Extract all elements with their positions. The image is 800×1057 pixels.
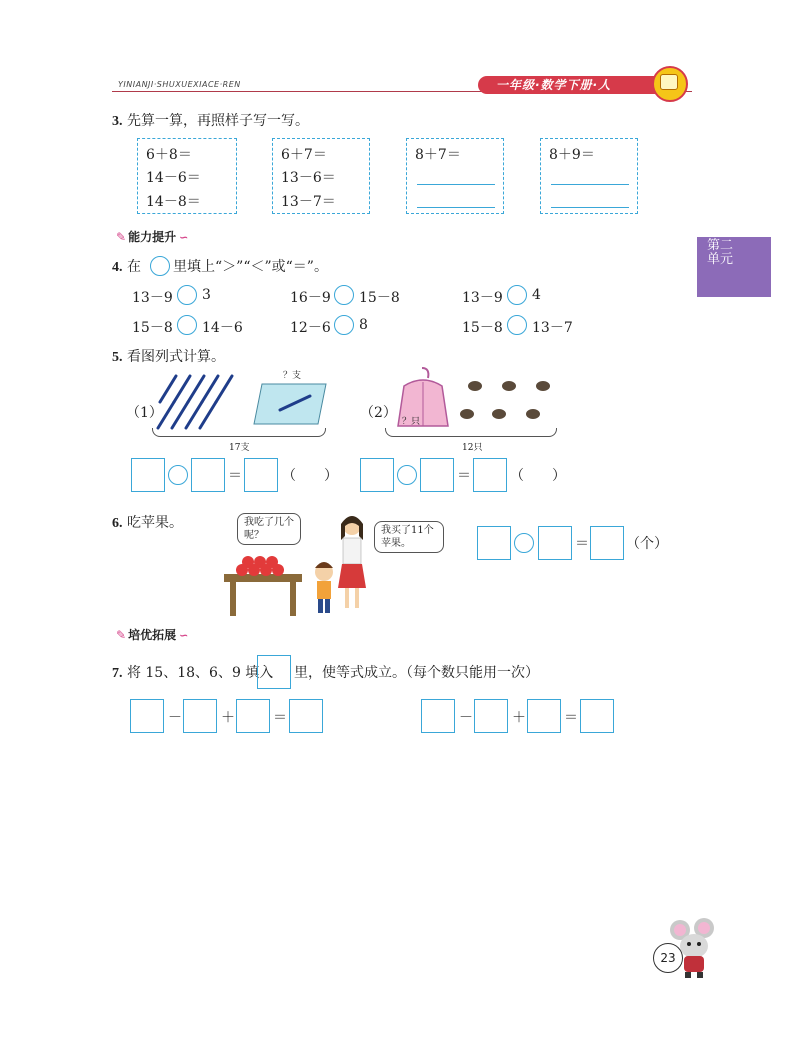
answer-box[interactable] — [183, 699, 217, 733]
compare-left: 16－9 — [290, 290, 331, 306]
unit-label: （个） — [626, 536, 668, 552]
q3-line: 14－8＝ — [146, 194, 201, 210]
unit-tab-char: 单 — [707, 252, 721, 267]
answer-box[interactable] — [244, 458, 278, 492]
q5-part1-total: 17支 — [229, 443, 250, 453]
q3-line: 14－6＝ — [146, 170, 201, 186]
q7-text-after: 里，使等式成立。（每个数只能用一次） — [294, 665, 539, 681]
answer-box[interactable] — [580, 699, 614, 733]
pencil-icon: ✎ — [116, 230, 127, 244]
answer-circle-sample — [150, 256, 170, 276]
pencil-icon: ✎ — [116, 628, 127, 642]
answer-box[interactable] — [421, 699, 455, 733]
answer-circle[interactable] — [334, 315, 354, 335]
answer-circle[interactable] — [334, 285, 354, 305]
q3-box-4 — [540, 138, 638, 214]
answer-circle[interactable] — [168, 465, 188, 485]
compare-right: 13－7 — [532, 320, 573, 336]
minus-sign: － — [168, 710, 182, 726]
answer-box[interactable] — [191, 458, 225, 492]
q6-text: 吃苹果。 — [126, 515, 183, 531]
q6-number: 6. — [112, 516, 123, 531]
q3-line: 13－6＝ — [281, 170, 336, 186]
section-heading-extension — [116, 626, 188, 643]
answer-box[interactable] — [236, 699, 270, 733]
q3-box-3 — [406, 138, 504, 214]
q3-box-2 — [272, 138, 370, 214]
unit-tab — [697, 237, 771, 297]
q7-number: 7. — [112, 666, 123, 681]
equals-sign: ＝ — [564, 710, 578, 726]
book-icon — [660, 74, 678, 90]
answer-box[interactable] — [590, 526, 624, 560]
answer-circle[interactable] — [507, 315, 527, 335]
q5-part1-question: ？支 — [283, 371, 302, 381]
compare-right: 14－6 — [202, 320, 243, 336]
compare-left: 13－9 — [462, 290, 503, 306]
section-label: 培优拓展 — [128, 628, 177, 642]
answer-circle[interactable] — [514, 533, 534, 553]
q7-title — [112, 662, 273, 682]
compare-left: 12－6 — [290, 320, 331, 336]
compare-left: 15－8 — [132, 320, 173, 336]
q3-title — [112, 110, 309, 130]
answer-box[interactable] — [538, 526, 572, 560]
plus-sign: ＋ — [221, 710, 235, 726]
compare-left: 15－8 — [462, 320, 503, 336]
q4-text-after: 里填上“＞”“＜”或“＝”。 — [173, 259, 328, 275]
speech-bubble-boy: 我吃了几个呢？ — [237, 513, 301, 545]
q6-title — [112, 512, 183, 532]
q4-text-before: 在 — [126, 259, 141, 275]
q4-number: 4. — [112, 260, 123, 275]
answer-circle[interactable] — [177, 285, 197, 305]
header-band — [478, 76, 678, 94]
answer-box[interactable] — [131, 458, 165, 492]
answer-line[interactable] — [551, 184, 629, 185]
q5-part1-label: （1） — [126, 405, 163, 421]
q3-line: 6＋7＝ — [281, 147, 327, 163]
answer-box[interactable] — [360, 458, 394, 492]
birds-illustration — [455, 376, 565, 432]
unit-paren[interactable]: （ ） — [510, 468, 566, 484]
swirl-icon: ∽ — [179, 629, 189, 642]
compare-right: 3 — [202, 287, 211, 303]
q5-title — [112, 346, 225, 366]
answer-circle[interactable] — [177, 315, 197, 335]
swirl-icon: ∽ — [179, 231, 189, 244]
brace — [385, 428, 557, 437]
q7-text-before: 将 15、18、6、9 填入 — [126, 665, 274, 681]
section-heading-ability — [116, 228, 188, 245]
q5-number: 5. — [112, 350, 123, 365]
pencil-case-illustration — [250, 380, 330, 428]
answer-box[interactable] — [130, 699, 164, 733]
answer-line[interactable] — [417, 184, 495, 185]
equals-sign: ＝ — [273, 710, 287, 726]
unit-tab-char: 二 — [720, 238, 734, 253]
q3-line: 8＋9＝ — [549, 147, 595, 163]
compare-right: 4 — [532, 287, 541, 303]
unit-paren[interactable]: （ ） — [282, 468, 338, 484]
compare-right: 15－8 — [359, 290, 400, 306]
answer-box[interactable] — [474, 699, 508, 733]
equals-sign: ＝ — [575, 536, 589, 552]
answer-box[interactable] — [289, 699, 323, 733]
q3-number: 3. — [112, 114, 123, 129]
equals-sign: ＝ — [228, 468, 242, 484]
section-label: 能力提升 — [128, 230, 177, 244]
page-number: 23 — [653, 943, 683, 973]
pens-illustration — [150, 372, 240, 432]
minus-sign: － — [459, 710, 473, 726]
answer-box-sample — [257, 655, 291, 689]
answer-circle[interactable] — [507, 285, 527, 305]
answer-line[interactable] — [551, 207, 629, 208]
answer-box[interactable] — [477, 526, 511, 560]
speech-bubble-girl: 我买了11个苹果。 — [374, 521, 444, 553]
answer-box[interactable] — [473, 458, 507, 492]
answer-line[interactable] — [417, 207, 495, 208]
answer-circle[interactable] — [397, 465, 417, 485]
q3-text: 先算一算，再照样子写一写。 — [126, 113, 309, 129]
equals-sign: ＝ — [457, 468, 471, 484]
unit-tab-char: 第 — [707, 238, 721, 253]
q5-part2-label: （2） — [360, 405, 397, 421]
plus-sign: ＋ — [512, 710, 526, 726]
answer-box[interactable] — [527, 699, 561, 733]
brace — [152, 428, 326, 437]
compare-right: 8 — [359, 317, 368, 333]
q5-part2-total: 12只 — [462, 443, 483, 453]
girl-illustration — [332, 512, 372, 614]
q3-line: 13－7＝ — [281, 194, 336, 210]
header-pinyin: YINIANJI·SHUXUEXIACE·REN — [118, 80, 241, 89]
unit-tab-char: 元 — [720, 252, 734, 267]
q3-box-1 — [137, 138, 237, 214]
answer-box[interactable] — [420, 458, 454, 492]
q5-text: 看图列式计算。 — [126, 349, 225, 365]
q3-line: 8＋7＝ — [415, 147, 461, 163]
header-title: 一年级·数学下册·人 — [496, 78, 612, 92]
q5-part2-question: ？只 — [402, 417, 421, 427]
compare-left: 13－9 — [132, 290, 173, 306]
q3-line: 6＋8＝ — [146, 147, 192, 163]
q4-title — [112, 256, 141, 276]
